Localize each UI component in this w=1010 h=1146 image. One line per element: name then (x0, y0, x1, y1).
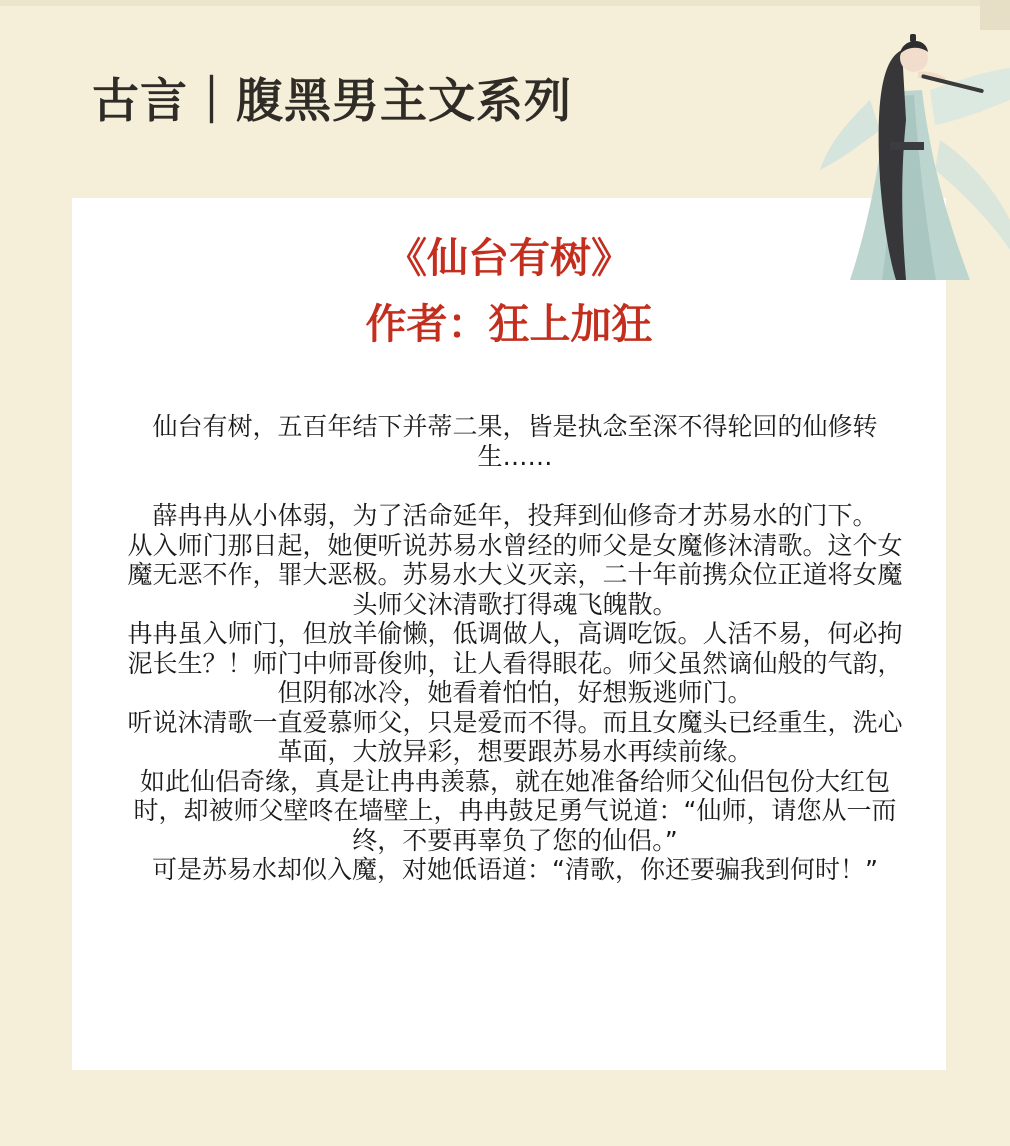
book-title: 《仙台有树》 (386, 234, 632, 282)
synopsis-paragraph: 从入师门那日起，她便听说苏易水曾经的师父是女魔修沐清歌。这个女魔无恶不作，罪大恶极。苏易水大义灭亲，二十年前携众位正道将女魔头师父沐清歌打得魂飞魄散。 (127, 530, 903, 619)
header-title: 古言｜腹黑男主文系列 (92, 74, 572, 129)
content-card (72, 198, 946, 1070)
synopsis (122, 412, 908, 885)
flute-player-figure-icon (810, 30, 1010, 288)
paragraph-gap (122, 471, 908, 501)
synopsis-paragraph: 冉冉虽入师门，但放羊偷懒，低调做人，高调吃饭。人活不易，何必拘泥长生？！师门中师哥俊帅，让人看得眼花。师父虽然谪仙般的气韵，但阴郁冰冷，她看着怕怕，好想叛逃师门。 (127, 619, 903, 707)
top-band (0, 0, 1010, 6)
page-corner (980, 0, 1010, 30)
synopsis-paragraph: 薛冉冉从小体弱，为了活命延年，投拜到仙修奇才苏易水的门下。 (152, 501, 878, 530)
synopsis-paragraph: 如此仙侣奇缘，真是让冉冉羡慕，就在她准备给师父仙侣包份大红包时，却被师父壁咚在墙壁上，冉冉鼓足勇气说道：“仙师，请您从一而终，不要再辜负了您的仙侣。” (133, 766, 897, 855)
synopsis-paragraph: 可是苏易水却似入魔，对她低语道：“清歌，你还要骗我到何时！” (152, 855, 878, 884)
synopsis-paragraph: 听说沐清歌一直爱慕师父，只是爱而不得。而且女魔头已经重生，洗心革面，大放异彩，想要跟苏易水再续前缘。 (127, 707, 903, 766)
synopsis-paragraph: 仙台有树，五百年结下并蒂二果，皆是执念至深不得轮回的仙修转生…… (152, 412, 878, 471)
book-author: 作者：狂上加狂 (365, 300, 653, 348)
